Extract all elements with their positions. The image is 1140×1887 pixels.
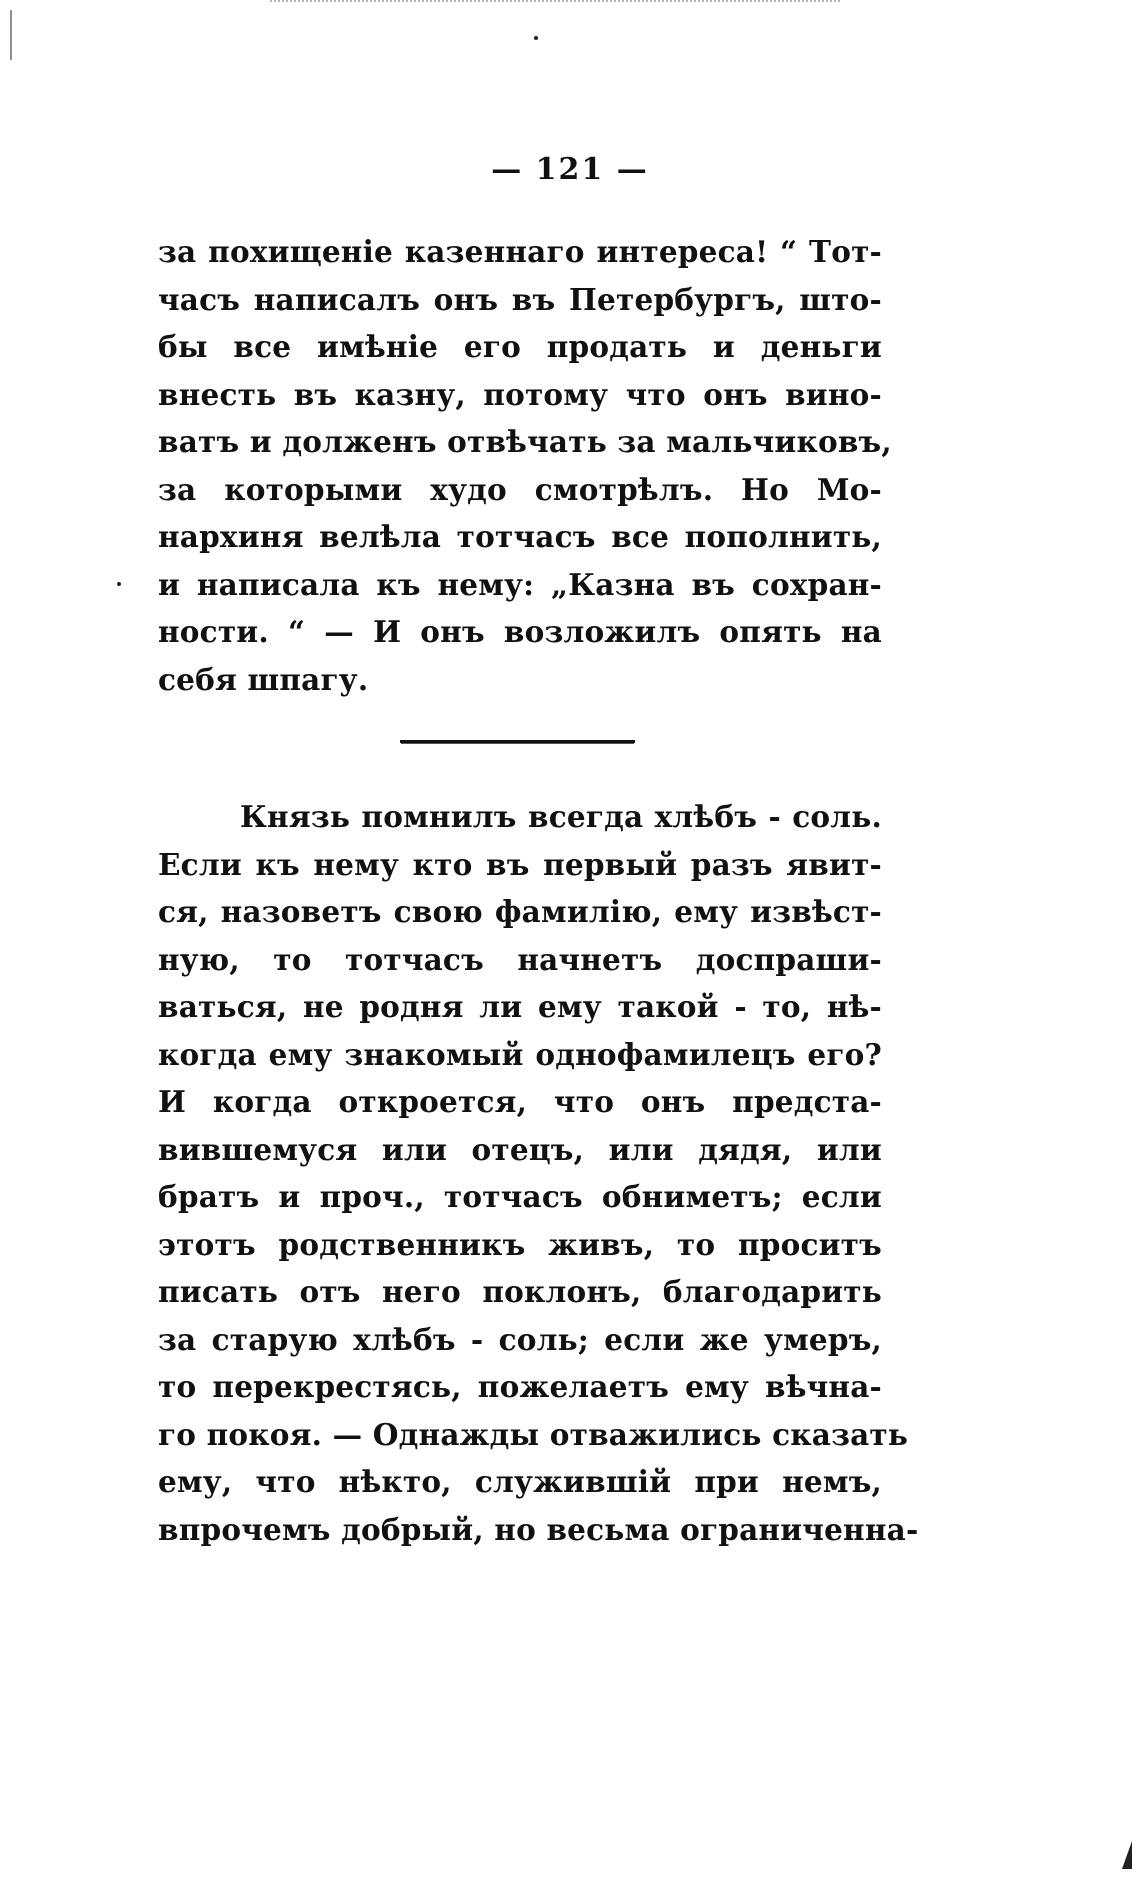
corner-mark: [1122, 1841, 1132, 1869]
text-line: за старую хлѣбъ - соль; если же умеръ,: [158, 1321, 882, 1357]
text-line: часъ написалъ онъ въ Петербургъ, што-: [158, 281, 882, 317]
paragraph-anecdote: [158, 793, 919, 1553]
text-line: ватъ и долженъ отвѣчать за мальчиковъ,: [158, 424, 892, 459]
text-line: когда ему знакомый однофамилецъ его?: [158, 1036, 882, 1072]
text-line: впрочемъ добрый, но весьма ограниченна-: [158, 1511, 919, 1547]
text-line: этотъ родственникъ живъ, то проситъ: [158, 1226, 882, 1262]
margin-mark: [10, 10, 12, 60]
text-line: внесть въ казну, потому что онъ вино-: [158, 376, 882, 412]
text-line: ную, то тотчасъ начнетъ доспраши-: [158, 941, 882, 977]
text-line: то перекрестясь, пожелаетъ ему вѣчна-: [158, 1369, 882, 1404]
text-line: и написала къ нему: „Казна въ сохран-: [158, 566, 882, 602]
text-line: писать отъ него поклонъ, благодарить: [158, 1274, 882, 1309]
text-line: И когда откроется, что онъ предста-: [158, 1084, 882, 1119]
text-line: братъ и проч., тотчасъ обниметъ; если: [158, 1179, 882, 1214]
page-number: — 121 —: [491, 152, 649, 187]
text-line: за похищеніе казеннаго интереса! “ Тот-: [158, 234, 882, 269]
text-line: го покоя. — Однажды отважились сказать: [158, 1416, 909, 1452]
text-line: нархиня велѣла тотчасъ все пополнить,: [158, 519, 882, 554]
text-line: за которыми худо смотрѣлъ. Но Мо-: [158, 471, 882, 507]
text-line: себя шпагу.: [158, 661, 369, 697]
text-line: ему, что нѣкто, служившій при немъ,: [158, 1464, 882, 1499]
ink-speck: [534, 36, 538, 40]
text-line: вившемуся или отецъ, или дядя, или: [158, 1131, 882, 1167]
text-line: Если къ нему кто въ первый разъ явит-: [158, 846, 882, 882]
section-separator: [400, 740, 635, 743]
paragraph-continuation: [158, 228, 892, 703]
text-line: ся, назоветъ свою фамилію, ему извѣст-: [158, 894, 882, 929]
text-line: бы все имѣніе его продать и деньги: [158, 329, 882, 364]
cut-off-header-trace: [270, 0, 840, 6]
ink-speck: [117, 582, 121, 586]
text-line: ности. “ — И онъ возложилъ опять на: [158, 614, 882, 649]
text-line: Князь помнилъ всегда хлѣбъ - соль.: [240, 799, 882, 834]
text-line: ваться, не родня ли ему такой - то, нѣ-: [158, 989, 882, 1024]
